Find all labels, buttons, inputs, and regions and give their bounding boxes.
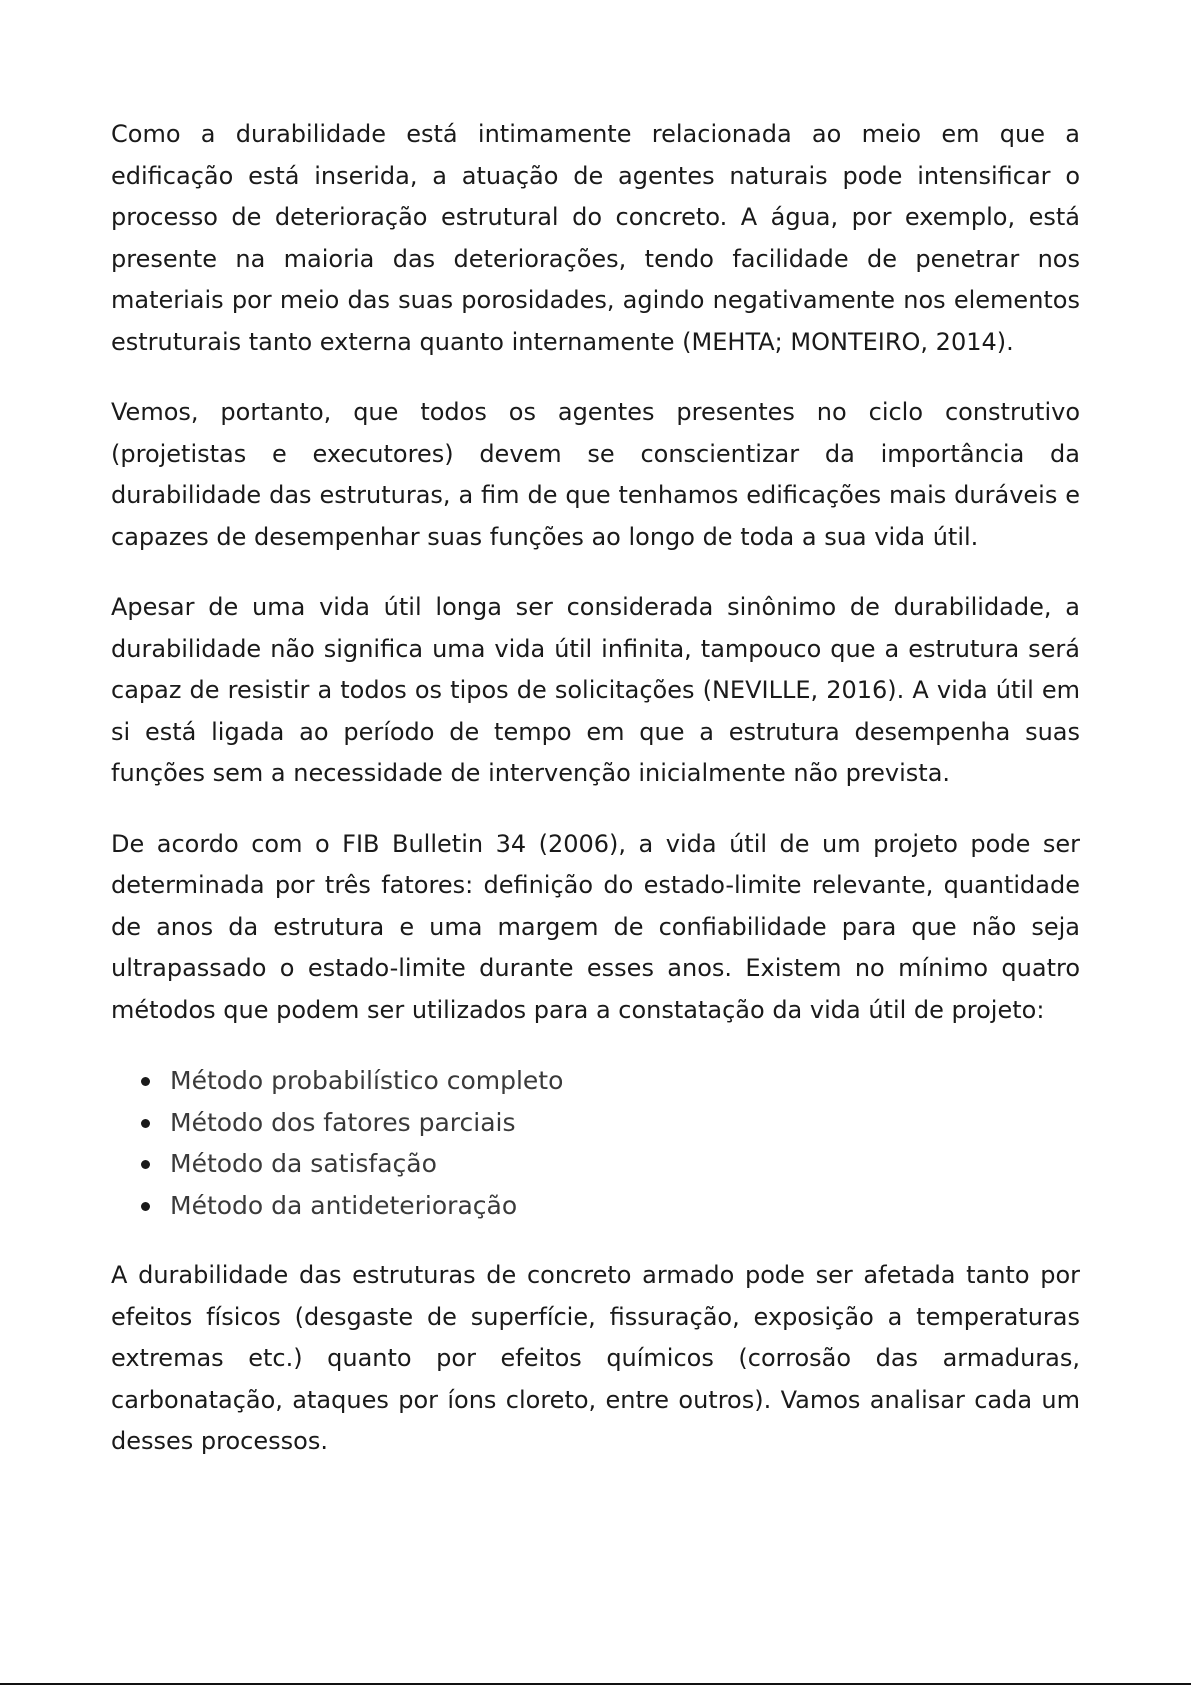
methods-list <box>111 1060 1080 1226</box>
list-item-label: Método da satisfação <box>170 1149 437 1178</box>
list-item <box>170 1102 1080 1144</box>
bullet-icon <box>141 1119 150 1128</box>
list-item <box>170 1060 1080 1102</box>
list-item <box>170 1143 1080 1185</box>
paragraph-closing: A durabilidade das estruturas de concreto armado pode ser afetada tanto por efeitos físicos (desgaste de superfície, fissuração, exposição a temperaturas extremas etc.) quanto por efeitos químicos (corrosão das armaduras, carbonatação, ataques por íons cloreto, entre outros). Vamos analisar cada um desses processos. <box>111 1261 1080 1455</box>
bullet-icon <box>141 1160 150 1169</box>
list-item <box>170 1185 1080 1227</box>
paragraph-construction-agents: Vemos, portanto, que todos os agentes presentes no ciclo construtivo (projetistas e executores) devem se conscientizar da importância da durabilidade das estruturas, a fim de que tenhamos edificações mais duráveis e capazes de desempenhar suas funções ao longo de toda a sua vida útil. <box>111 398 1080 551</box>
document-body <box>111 114 1080 1492</box>
list-item-label: Método dos fatores parciais <box>170 1107 516 1137</box>
bullet-icon <box>141 1202 150 1211</box>
list-item-label: Método da antideterioração <box>170 1190 518 1220</box>
bullet-icon <box>141 1077 150 1086</box>
paragraph-service-life: Apesar de uma vida útil longa ser considerada sinônimo de durabilidade, a durabilidade não significa uma vida útil infinita, tampouco que a estrutura será capaz de resistir a todos os tipos de solicitações (NEVILLE, 2016). A vida útil em si está ligada ao período de tempo em que a estrutura desempenha suas funções sem a necessidade de intervenção inicialmente não prevista. <box>111 593 1080 787</box>
list-item-label: Método probabilístico completo <box>170 1066 564 1095</box>
paragraph-fib-bulletin: De acordo com o FIB Bulletin 34 (2006), a vida útil de um projeto pode ser determinada por três fatores: definição do estado-limite relevante, quantidade de anos da estrutura e uma margem de confiabilidade para que não seja ultrapassado o estado-limite durante esses anos. Existem no mínimo quatro métodos que podem ser utilizados para a constatação da vida útil de projeto: <box>111 829 1080 1024</box>
paragraph-durability-environment: Como a durabilidade está intimamente relacionada ao meio em que a edificação está inserida, a atuação de agentes naturais pode intensificar o processo de deterioração estrutural do concreto. A água, por exemplo, está presente na maioria das deteriorações, tendo facilidade de penetrar nos materiais por meio das suas porosidades, agindo negativamente nos elementos estruturais tanto externa quanto internamente (MEHTA; MONTEIRO, 2014). <box>111 120 1080 356</box>
